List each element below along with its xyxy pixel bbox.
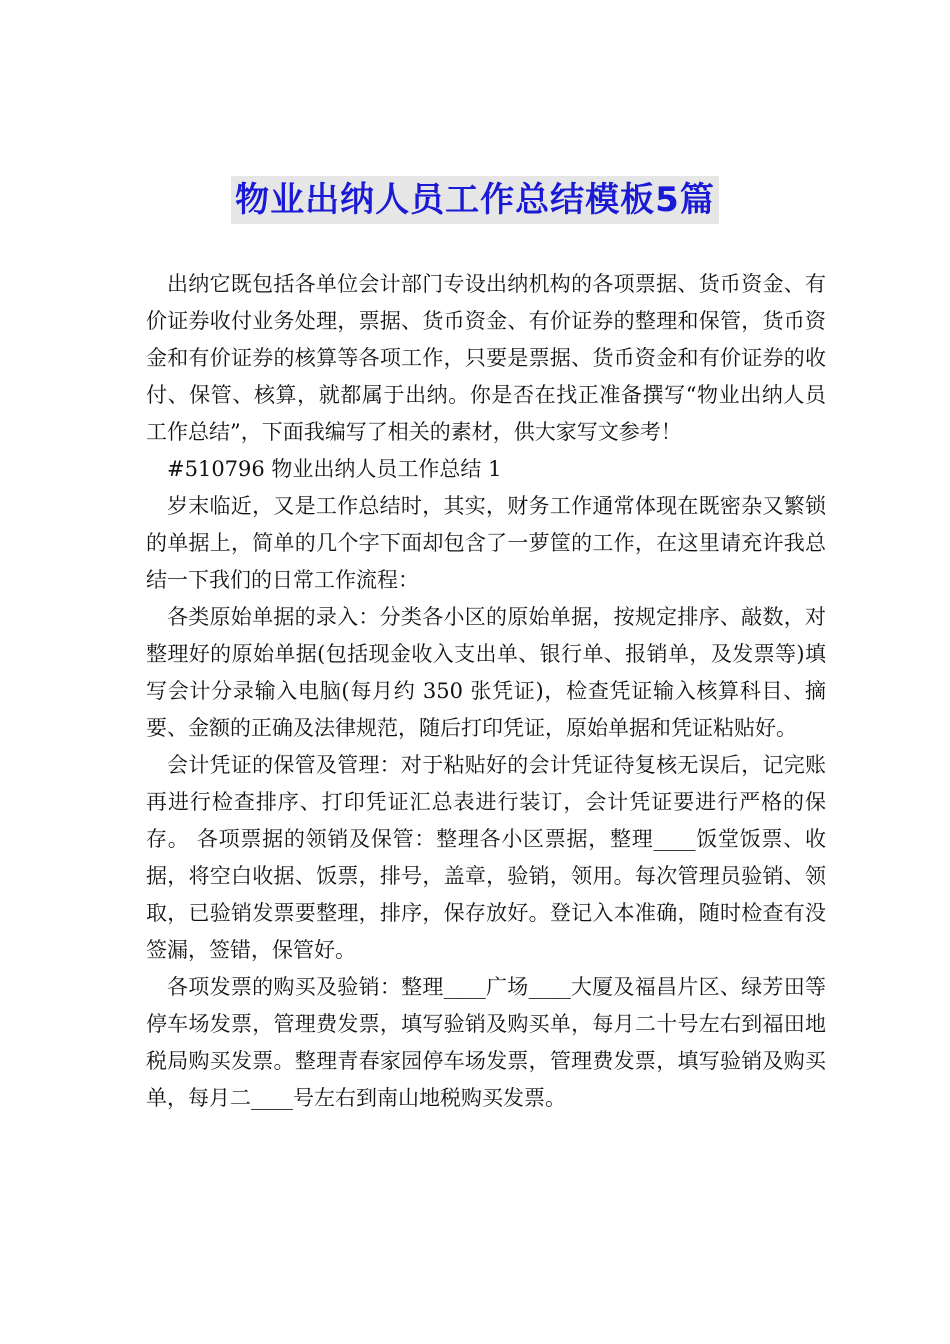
body-paragraph: 岁末临近，又是工作总结时，其实，财务工作通常体现在既密杂又繁锁的单据上，简单的几个字下面却包含了一萝筐的工作，在这里请充许我总结一下我们的日常工作流程： — [146, 494, 826, 592]
body-paragraph: 各类原始单据的录入：分类各小区的原始单据，按规定排序、敲数，对整理好的原始单据(包括现金收入支出单、银行单、报销单，及发票等)填写会计分录输入电脑(每月约 350 张凭证)，检查凭证输入核算科目、摘要、金额的正确及法律规范，随后打印凭证，原始单据和凭证粘贴好。 — [146, 605, 826, 740]
section-heading: #510796 物业出纳人员工作总结 1 — [167, 457, 502, 481]
intro-paragraph: 出纳它既包括各单位会计部门专设出纳机构的各项票据、货币资金、有价证券收付业务处理，票据、货币资金、有价证券的整理和保管，货币资金和有价证券的核算等各项工作，只要是票据、货币资金和有价证券的收付、保管、核算，就都属于出纳。你是否在找正准备撰写“物业出纳人员工作总结”，下面我编写了相关的素材，供大家写文参考！ — [146, 272, 826, 444]
document-body — [146, 266, 826, 1117]
title-container — [0, 176, 950, 224]
body-paragraph: 各项发票的购买及验销：整理____广场____大厦及福昌片区、绿芳田等停车场发票，管理费发票，填写验销及购买单，每月二十号左右到福田地税局购买发票。整理青春家园停车场发票，管理费发票，填写验销及购买单，每月二____号左右到南山地税购买发票。 — [146, 975, 826, 1110]
document-title: 物业出纳人员工作总结模板5篇 — [231, 176, 719, 224]
body-paragraph: 会计凭证的保管及管理：对于粘贴好的会计凭证待复核无误后，记完账再进行检查排序、打印凭证汇总表进行装订，会计凭证要进行严格的保存。 各项票据的领销及保管：整理各小区票据，整理____饭堂饭票、收据，将空白收据、饭票，排号，盖章，验销，领用。每次管理员验销、领取，已验销发票要整理，排序，保存放好。登记入本准确，随时检查有没签漏，签错，保管好。 — [146, 753, 826, 962]
